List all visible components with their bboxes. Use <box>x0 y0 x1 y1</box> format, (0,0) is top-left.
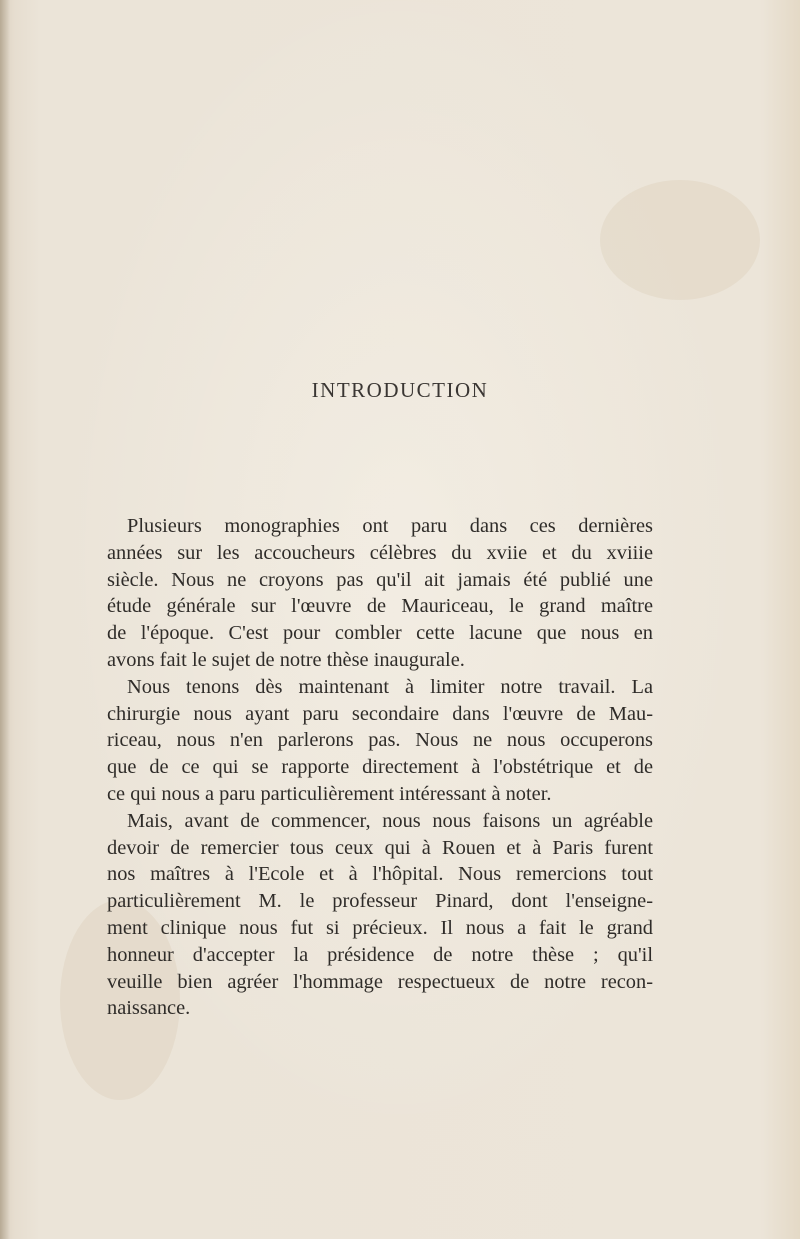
text-line: Mais, avant de commencer, nous nous faisons un agréable <box>127 809 653 832</box>
text-line: ce qui nous a paru particulièrement intéressant à noter. <box>107 782 552 805</box>
spine-shadow <box>0 0 10 1239</box>
text-line: veuille bien agréer l'hommage respectueux de notre recon- <box>107 970 653 993</box>
text-line: chirurgie nous ayant paru secondaire dans l'œuvre de Mau- <box>107 702 653 725</box>
paper-stain <box>600 180 760 300</box>
text-line: avons fait le sujet de notre thèse inaugurale. <box>107 648 465 671</box>
text-line: années sur les accoucheurs célèbres du xviie et du xviiie <box>107 541 653 564</box>
paragraph <box>107 808 653 1022</box>
text-line: naissance. <box>107 997 191 1020</box>
chapter-title: INTRODUCTION <box>311 378 489 402</box>
text-line: Plusieurs monographies ont paru dans ces dernières <box>127 515 653 537</box>
text-line: étude générale sur l'œuvre de Mauriceau, le grand maître <box>107 595 653 618</box>
text-line: de l'époque. C'est pour combler cette lacune que nous en <box>107 622 653 645</box>
body-text <box>107 513 653 1022</box>
text-line: particulièrement M. le professeur Pinard, dont l'enseigne- <box>107 890 653 913</box>
text-line: honneur d'accepter la présidence de notre thèse ; qu'il <box>107 943 653 966</box>
text-line: ment clinique nous fut si précieux. Il nous a fait le grand <box>107 916 653 939</box>
text-line: siècle. Nous ne croyons pas qu'il ait jamais été publié une <box>107 568 653 591</box>
text-line: Nous tenons dès maintenant à limiter notre travail. La <box>127 675 653 698</box>
text-line: nos maîtres à l'Ecole et à l'hôpital. Nous remercions tout <box>107 863 653 886</box>
paragraph <box>107 674 653 808</box>
text-line: devoir de remercier tous ceux qui à Rouen et à Paris furent <box>107 836 653 859</box>
paragraph <box>107 513 653 674</box>
text-line: riceau, nous n'en parlerons pas. Nous ne nous occuperons <box>107 729 653 752</box>
text-line: que de ce qui se rapporte directement à l'obstétrique et de <box>107 756 653 779</box>
